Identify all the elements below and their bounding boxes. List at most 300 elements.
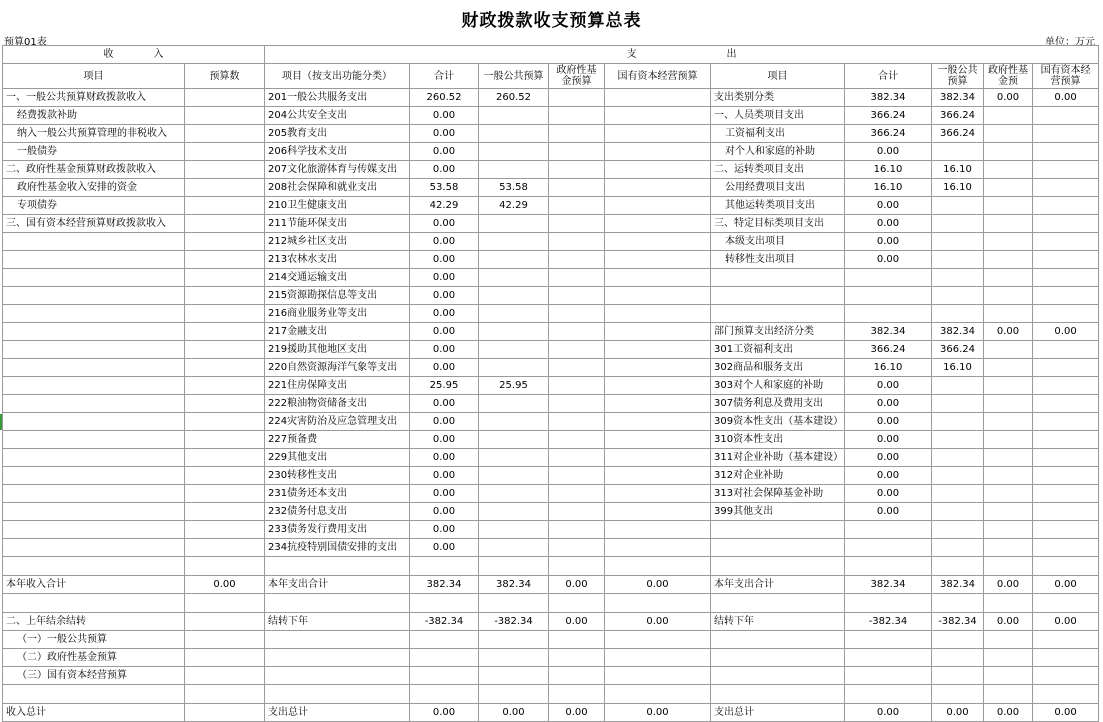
empty-cell[interactable] [605, 594, 711, 613]
cell-expense-state-capital[interactable] [1033, 485, 1099, 503]
cell-gov-fund[interactable] [549, 323, 605, 341]
cell-expense-general-public[interactable] [932, 269, 984, 287]
cell-expense-gov-fund[interactable]: 0.00 [984, 704, 1033, 722]
cell-expense-gov-fund[interactable] [984, 649, 1033, 667]
empty-cell[interactable] [1033, 594, 1099, 613]
cell-expense-gov-fund[interactable] [984, 359, 1033, 377]
empty-cell[interactable] [185, 594, 265, 613]
cell-state-capital[interactable]: 0.00 [605, 613, 711, 631]
cell-income-item[interactable]: 专项债券 [3, 197, 185, 215]
cell-function-item[interactable]: 208社会保障和就业支出 [265, 179, 410, 197]
empty-cell[interactable] [605, 557, 711, 576]
cell-expense-total[interactable]: 0.00 [845, 431, 932, 449]
cell-expense-item[interactable]: 公用经费项目支出 [711, 179, 845, 197]
empty-cell[interactable] [265, 685, 410, 704]
cell-income-budget[interactable] [185, 323, 265, 341]
cell-general-public[interactable]: 53.58 [479, 179, 549, 197]
cell-expense-general-public[interactable]: 382.34 [932, 89, 984, 107]
cell-expense-general-public[interactable] [932, 377, 984, 395]
empty-cell[interactable] [3, 557, 185, 576]
cell-gov-fund[interactable] [549, 649, 605, 667]
cell-expense-gov-fund[interactable] [984, 631, 1033, 649]
cell-expense-total[interactable]: 366.24 [845, 341, 932, 359]
cell-total[interactable]: 260.52 [410, 89, 479, 107]
cell-function-item[interactable]: 232债务付息支出 [265, 503, 410, 521]
cell-expense-state-capital[interactable] [1033, 179, 1099, 197]
cell-total[interactable]: 0.00 [410, 521, 479, 539]
empty-cell[interactable] [3, 594, 185, 613]
cell-general-public[interactable]: 42.29 [479, 197, 549, 215]
cell-function-item[interactable]: 211节能环保支出 [265, 215, 410, 233]
cell-state-capital[interactable] [605, 631, 711, 649]
cell-expense-gov-fund[interactable] [984, 539, 1033, 557]
cell-gov-fund[interactable] [549, 667, 605, 685]
empty-cell[interactable] [410, 594, 479, 613]
cell-expense-general-public[interactable]: 382.34 [932, 576, 984, 594]
cell-expense-gov-fund[interactable]: 0.00 [984, 576, 1033, 594]
cell-expense-item[interactable]: 313对社会保障基金补助 [711, 485, 845, 503]
cell-state-capital[interactable] [605, 197, 711, 215]
cell-income-budget[interactable] [185, 107, 265, 125]
cell-income-item[interactable]: 一般债券 [3, 143, 185, 161]
cell-income-budget[interactable] [185, 269, 265, 287]
cell-income-item[interactable]: 纳入一般公共预算管理的非税收入 [3, 125, 185, 143]
cell-expense-total[interactable]: 0.00 [845, 215, 932, 233]
empty-cell[interactable] [845, 557, 932, 576]
empty-cell[interactable] [265, 594, 410, 613]
cell-total[interactable]: 0.00 [410, 287, 479, 305]
cell-total[interactable]: 0.00 [410, 323, 479, 341]
cell-general-public[interactable] [479, 305, 549, 323]
cell-expense-gov-fund[interactable] [984, 269, 1033, 287]
cell-expense-total[interactable] [845, 305, 932, 323]
cell-state-capital[interactable] [605, 467, 711, 485]
col-header-item-2[interactable]: 项目 [711, 64, 845, 89]
cell-income-item[interactable] [3, 395, 185, 413]
cell-income-budget[interactable] [185, 631, 265, 649]
cell-state-capital[interactable] [605, 323, 711, 341]
cell-expense-state-capital[interactable] [1033, 287, 1099, 305]
cell-function-item[interactable] [265, 667, 410, 685]
cell-income-budget[interactable] [185, 395, 265, 413]
col-header-general-public[interactable]: 一般公共预算 [479, 64, 549, 89]
cell-gov-fund[interactable] [549, 143, 605, 161]
cell-expense-gov-fund[interactable] [984, 467, 1033, 485]
cell-income-item[interactable] [3, 287, 185, 305]
cell-function-item[interactable]: 206科学技术支出 [265, 143, 410, 161]
cell-expense-item[interactable]: 本级支出项目 [711, 233, 845, 251]
cell-expense-gov-fund[interactable] [984, 251, 1033, 269]
cell-expense-total[interactable]: 0.00 [845, 395, 932, 413]
cell-expense-state-capital[interactable] [1033, 521, 1099, 539]
cell-income-item[interactable]: 政府性基金收入安排的资金 [3, 179, 185, 197]
cell-total[interactable]: 0.00 [410, 215, 479, 233]
cell-expense-state-capital[interactable] [1033, 377, 1099, 395]
cell-total[interactable]: 0.00 [410, 269, 479, 287]
cell-expense-item[interactable]: 二、运转类项目支出 [711, 161, 845, 179]
cell-expense-total[interactable]: 382.34 [845, 89, 932, 107]
cell-expense-state-capital[interactable] [1033, 359, 1099, 377]
cell-income-item[interactable]: （三）国有资本经营预算 [3, 667, 185, 685]
cell-expense-total[interactable]: 366.24 [845, 107, 932, 125]
cell-state-capital[interactable]: 0.00 [605, 704, 711, 722]
cell-expense-state-capital[interactable] [1033, 107, 1099, 125]
cell-gov-fund[interactable] [549, 89, 605, 107]
cell-expense-gov-fund[interactable] [984, 485, 1033, 503]
cell-expense-item[interactable]: 工资福利支出 [711, 125, 845, 143]
cell-total[interactable] [410, 649, 479, 667]
cell-income-budget[interactable] [185, 503, 265, 521]
cell-total[interactable]: 0.00 [410, 359, 479, 377]
cell-state-capital[interactable] [605, 269, 711, 287]
cell-expense-total[interactable] [845, 521, 932, 539]
cell-general-public[interactable]: -382.34 [479, 613, 549, 631]
cell-income-budget[interactable] [185, 704, 265, 722]
cell-expense-general-public[interactable]: 366.24 [932, 107, 984, 125]
expense-section-header[interactable]: 支 出 [265, 46, 1099, 64]
empty-cell[interactable] [1033, 557, 1099, 576]
cell-total[interactable]: 382.34 [410, 576, 479, 594]
cell-state-capital[interactable] [605, 305, 711, 323]
cell-state-capital[interactable] [605, 179, 711, 197]
cell-expense-general-public[interactable] [932, 431, 984, 449]
cell-general-public[interactable] [479, 667, 549, 685]
cell-expense-total[interactable]: 0.00 [845, 449, 932, 467]
cell-total[interactable]: 0.00 [410, 413, 479, 431]
empty-cell[interactable] [932, 685, 984, 704]
cell-gov-fund[interactable] [549, 467, 605, 485]
cell-total[interactable]: 0.00 [410, 161, 479, 179]
cell-general-public[interactable] [479, 539, 549, 557]
cell-expense-state-capital[interactable] [1033, 161, 1099, 179]
cell-expense-item[interactable]: 302商品和服务支出 [711, 359, 845, 377]
cell-income-budget[interactable] [185, 179, 265, 197]
cell-expense-general-public[interactable] [932, 667, 984, 685]
col-header-budget[interactable]: 预算数 [185, 64, 265, 89]
cell-general-public[interactable]: 382.34 [479, 576, 549, 594]
cell-income-item[interactable] [3, 521, 185, 539]
cell-income-item[interactable]: 本年收入合计 [3, 576, 185, 594]
cell-expense-item[interactable] [711, 521, 845, 539]
empty-cell[interactable] [932, 557, 984, 576]
cell-total[interactable]: 0.00 [410, 503, 479, 521]
cell-general-public[interactable] [479, 503, 549, 521]
cell-general-public[interactable] [479, 143, 549, 161]
cell-general-public[interactable] [479, 251, 549, 269]
cell-expense-item[interactable] [711, 305, 845, 323]
cell-expense-general-public[interactable]: -382.34 [932, 613, 984, 631]
cell-total[interactable]: 0.00 [410, 233, 479, 251]
cell-expense-general-public[interactable]: 0.00 [932, 704, 984, 722]
cell-expense-total[interactable]: 0.00 [845, 413, 932, 431]
cell-income-item[interactable] [3, 377, 185, 395]
empty-cell[interactable] [185, 557, 265, 576]
cell-gov-fund[interactable]: 0.00 [549, 704, 605, 722]
cell-expense-item[interactable]: 对个人和家庭的补助 [711, 143, 845, 161]
cell-function-item[interactable]: 本年支出合计 [265, 576, 410, 594]
cell-function-item[interactable]: 229其他支出 [265, 449, 410, 467]
cell-gov-fund[interactable] [549, 539, 605, 557]
cell-gov-fund[interactable] [549, 107, 605, 125]
cell-total[interactable]: 0.00 [410, 251, 479, 269]
cell-expense-item[interactable] [711, 539, 845, 557]
cell-state-capital[interactable] [605, 649, 711, 667]
cell-total[interactable]: 0.00 [410, 395, 479, 413]
cell-income-budget[interactable] [185, 613, 265, 631]
empty-cell[interactable] [711, 594, 845, 613]
cell-income-budget[interactable] [185, 161, 265, 179]
cell-general-public[interactable] [479, 287, 549, 305]
cell-income-budget[interactable] [185, 467, 265, 485]
empty-cell[interactable] [3, 685, 185, 704]
cell-total[interactable]: 0.00 [410, 305, 479, 323]
cell-expense-state-capital[interactable] [1033, 233, 1099, 251]
cell-expense-total[interactable]: 0.00 [845, 197, 932, 215]
cell-function-item[interactable]: 217金融支出 [265, 323, 410, 341]
cell-income-budget[interactable] [185, 449, 265, 467]
cell-income-budget[interactable] [185, 377, 265, 395]
cell-gov-fund[interactable] [549, 485, 605, 503]
cell-expense-total[interactable]: 0.00 [845, 251, 932, 269]
cell-expense-state-capital[interactable] [1033, 503, 1099, 521]
cell-expense-state-capital[interactable] [1033, 197, 1099, 215]
cell-expense-item[interactable] [711, 649, 845, 667]
cell-expense-gov-fund[interactable] [984, 449, 1033, 467]
cell-expense-total[interactable]: 0.00 [845, 503, 932, 521]
cell-expense-general-public[interactable]: 16.10 [932, 161, 984, 179]
cell-income-item[interactable] [3, 485, 185, 503]
cell-expense-total[interactable]: 16.10 [845, 359, 932, 377]
cell-total[interactable]: 0.00 [410, 125, 479, 143]
cell-expense-gov-fund[interactable] [984, 179, 1033, 197]
cell-expense-item[interactable]: 一、人员类项目支出 [711, 107, 845, 125]
cell-general-public[interactable] [479, 215, 549, 233]
cell-expense-item[interactable] [711, 269, 845, 287]
cell-expense-total[interactable]: 0.00 [845, 233, 932, 251]
cell-expense-state-capital[interactable] [1033, 431, 1099, 449]
col-header-total-2[interactable]: 合计 [845, 64, 932, 89]
cell-expense-gov-fund[interactable] [984, 161, 1033, 179]
cell-expense-state-capital[interactable] [1033, 631, 1099, 649]
cell-general-public[interactable] [479, 631, 549, 649]
cell-total[interactable]: 25.95 [410, 377, 479, 395]
cell-gov-fund[interactable] [549, 449, 605, 467]
cell-gov-fund[interactable] [549, 251, 605, 269]
cell-gov-fund[interactable] [549, 215, 605, 233]
cell-function-item[interactable]: 支出总计 [265, 704, 410, 722]
cell-function-item[interactable]: 215资源勘探信息等支出 [265, 287, 410, 305]
cell-expense-general-public[interactable] [932, 649, 984, 667]
cell-income-budget[interactable] [185, 89, 265, 107]
cell-gov-fund[interactable] [549, 287, 605, 305]
cell-general-public[interactable] [479, 107, 549, 125]
empty-cell[interactable] [479, 594, 549, 613]
cell-function-item[interactable]: 结转下年 [265, 613, 410, 631]
empty-cell[interactable] [479, 557, 549, 576]
cell-general-public[interactable] [479, 125, 549, 143]
cell-function-item[interactable]: 214交通运输支出 [265, 269, 410, 287]
cell-expense-gov-fund[interactable]: 0.00 [984, 613, 1033, 631]
cell-gov-fund[interactable] [549, 521, 605, 539]
cell-expense-item[interactable]: 其他运转类项目支出 [711, 197, 845, 215]
cell-expense-state-capital[interactable] [1033, 341, 1099, 359]
cell-general-public[interactable]: 0.00 [479, 704, 549, 722]
cell-expense-total[interactable]: 0.00 [845, 704, 932, 722]
cell-expense-general-public[interactable] [932, 485, 984, 503]
cell-gov-fund[interactable] [549, 305, 605, 323]
cell-state-capital[interactable] [605, 89, 711, 107]
cell-state-capital[interactable] [605, 395, 711, 413]
cell-expense-item[interactable]: 转移性支出项目 [711, 251, 845, 269]
cell-state-capital[interactable] [605, 485, 711, 503]
cell-income-item[interactable] [3, 503, 185, 521]
cell-expense-state-capital[interactable] [1033, 649, 1099, 667]
cell-income-item[interactable]: 三、国有资本经营预算财政拨款收入 [3, 215, 185, 233]
cell-function-item[interactable]: 216商业服务业等支出 [265, 305, 410, 323]
cell-gov-fund[interactable] [549, 359, 605, 377]
empty-cell[interactable] [410, 685, 479, 704]
empty-cell[interactable] [984, 685, 1033, 704]
cell-state-capital[interactable] [605, 251, 711, 269]
cell-income-budget[interactable] [185, 359, 265, 377]
cell-function-item[interactable]: 227预备费 [265, 431, 410, 449]
cell-total[interactable]: 53.58 [410, 179, 479, 197]
cell-function-item[interactable]: 233债务发行费用支出 [265, 521, 410, 539]
cell-state-capital[interactable] [605, 107, 711, 125]
cell-expense-item[interactable] [711, 667, 845, 685]
cell-general-public[interactable]: 260.52 [479, 89, 549, 107]
cell-expense-general-public[interactable] [932, 503, 984, 521]
cell-expense-total[interactable] [845, 649, 932, 667]
cell-expense-gov-fund[interactable] [984, 233, 1033, 251]
cell-income-budget[interactable] [185, 287, 265, 305]
cell-function-item[interactable]: 234抗疫特别国债安排的支出 [265, 539, 410, 557]
cell-income-item[interactable]: （二）政府性基金预算 [3, 649, 185, 667]
cell-general-public[interactable] [479, 359, 549, 377]
cell-total[interactable]: 0.00 [410, 431, 479, 449]
cell-expense-gov-fund[interactable]: 0.00 [984, 89, 1033, 107]
cell-expense-total[interactable] [845, 539, 932, 557]
cell-expense-general-public[interactable] [932, 233, 984, 251]
cell-state-capital[interactable] [605, 233, 711, 251]
col-header-general-public-2[interactable]: 一般公共预算 [932, 64, 984, 89]
cell-income-budget[interactable] [185, 649, 265, 667]
cell-expense-total[interactable]: 16.10 [845, 179, 932, 197]
cell-expense-gov-fund[interactable] [984, 305, 1033, 323]
cell-expense-total[interactable] [845, 631, 932, 649]
cell-expense-total[interactable] [845, 287, 932, 305]
cell-expense-state-capital[interactable] [1033, 395, 1099, 413]
cell-expense-total[interactable] [845, 667, 932, 685]
cell-total[interactable]: -382.34 [410, 613, 479, 631]
cell-income-item[interactable] [3, 341, 185, 359]
cell-expense-item[interactable]: 部门预算支出经济分类 [711, 323, 845, 341]
cell-total[interactable]: 0.00 [410, 704, 479, 722]
cell-income-item[interactable] [3, 431, 185, 449]
cell-total[interactable]: 0.00 [410, 449, 479, 467]
cell-expense-gov-fund[interactable] [984, 125, 1033, 143]
cell-expense-total[interactable]: 0.00 [845, 485, 932, 503]
cell-expense-general-public[interactable]: 366.24 [932, 125, 984, 143]
cell-expense-total[interactable]: 0.00 [845, 143, 932, 161]
cell-general-public[interactable] [479, 161, 549, 179]
cell-expense-total[interactable]: 16.10 [845, 161, 932, 179]
cell-expense-item[interactable]: 301工资福利支出 [711, 341, 845, 359]
cell-income-item[interactable] [3, 323, 185, 341]
cell-expense-state-capital[interactable] [1033, 413, 1099, 431]
cell-function-item[interactable]: 224灾害防治及应急管理支出 [265, 413, 410, 431]
cell-gov-fund[interactable] [549, 233, 605, 251]
cell-total[interactable]: 0.00 [410, 467, 479, 485]
cell-expense-state-capital[interactable] [1033, 467, 1099, 485]
cell-expense-general-public[interactable] [932, 215, 984, 233]
cell-income-budget[interactable] [185, 215, 265, 233]
cell-expense-general-public[interactable] [932, 305, 984, 323]
cell-income-item[interactable]: 收入总计 [3, 704, 185, 722]
cell-income-budget[interactable] [185, 431, 265, 449]
cell-general-public[interactable] [479, 413, 549, 431]
cell-expense-general-public[interactable] [932, 521, 984, 539]
cell-expense-item[interactable]: 309资本性支出（基本建设） [711, 413, 845, 431]
cell-income-item[interactable] [3, 359, 185, 377]
cell-state-capital[interactable] [605, 431, 711, 449]
col-header-state-capital-2[interactable]: 国有资本经营预算 [1033, 64, 1099, 89]
cell-gov-fund[interactable] [549, 197, 605, 215]
empty-cell[interactable] [549, 594, 605, 613]
cell-expense-general-public[interactable]: 16.10 [932, 359, 984, 377]
cell-general-public[interactable] [479, 395, 549, 413]
cell-function-item[interactable]: 201一般公共服务支出 [265, 89, 410, 107]
empty-cell[interactable] [711, 685, 845, 704]
cell-state-capital[interactable] [605, 287, 711, 305]
cell-expense-state-capital[interactable] [1033, 251, 1099, 269]
cell-expense-state-capital[interactable] [1033, 143, 1099, 161]
cell-expense-state-capital[interactable]: 0.00 [1033, 323, 1099, 341]
cell-income-item[interactable]: 二、上年结余结转 [3, 613, 185, 631]
cell-income-item[interactable] [3, 467, 185, 485]
cell-expense-state-capital[interactable] [1033, 269, 1099, 287]
cell-expense-general-public[interactable] [932, 631, 984, 649]
cell-total[interactable]: 0.00 [410, 485, 479, 503]
cell-function-item[interactable]: 204公共安全支出 [265, 107, 410, 125]
cell-general-public[interactable]: 25.95 [479, 377, 549, 395]
cell-general-public[interactable] [479, 449, 549, 467]
col-header-total[interactable]: 合计 [410, 64, 479, 89]
cell-function-item[interactable]: 230转移性支出 [265, 467, 410, 485]
cell-state-capital[interactable]: 0.00 [605, 576, 711, 594]
cell-general-public[interactable] [479, 467, 549, 485]
cell-function-item[interactable]: 219援助其他地区支出 [265, 341, 410, 359]
cell-income-budget[interactable] [185, 143, 265, 161]
cell-expense-state-capital[interactable]: 0.00 [1033, 613, 1099, 631]
cell-expense-gov-fund[interactable] [984, 143, 1033, 161]
cell-expense-total[interactable] [845, 269, 932, 287]
cell-expense-total[interactable]: 382.34 [845, 323, 932, 341]
cell-expense-general-public[interactable]: 382.34 [932, 323, 984, 341]
col-header-gov-fund[interactable]: 政府性基金预算 [549, 64, 605, 89]
cell-income-item[interactable] [3, 539, 185, 557]
cell-expense-gov-fund[interactable]: 0.00 [984, 323, 1033, 341]
cell-expense-state-capital[interactable] [1033, 449, 1099, 467]
cell-general-public[interactable] [479, 521, 549, 539]
cell-state-capital[interactable] [605, 377, 711, 395]
cell-state-capital[interactable] [605, 143, 711, 161]
empty-cell[interactable] [932, 594, 984, 613]
cell-income-item[interactable] [3, 413, 185, 431]
cell-expense-state-capital[interactable] [1033, 215, 1099, 233]
cell-income-budget[interactable]: 0.00 [185, 576, 265, 594]
cell-general-public[interactable] [479, 649, 549, 667]
